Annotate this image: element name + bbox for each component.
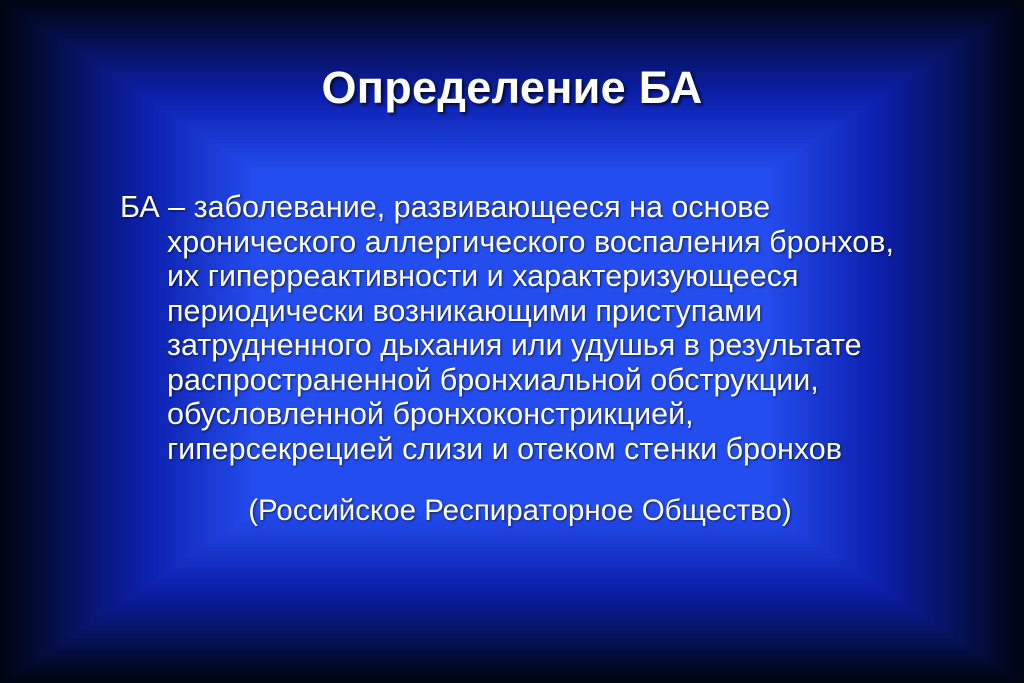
slide-body	[120, 190, 920, 528]
definition-paragraph: БА – заболевание, развивающееся на основе хронического аллергического воспаления бронхов, их гиперреактивности и характеризующееся периодически возникающими приступами затрудненного дыхания или удушья в результате распространенной бронхиальной обструкции, обусловленной бронхоконстрикцией, гиперсекрецией слизи и отеком стенки бронхов	[120, 190, 894, 466]
source-attribution: (Российское Респираторное Общество)	[248, 494, 792, 527]
page-title: Определение БА	[321, 62, 703, 113]
